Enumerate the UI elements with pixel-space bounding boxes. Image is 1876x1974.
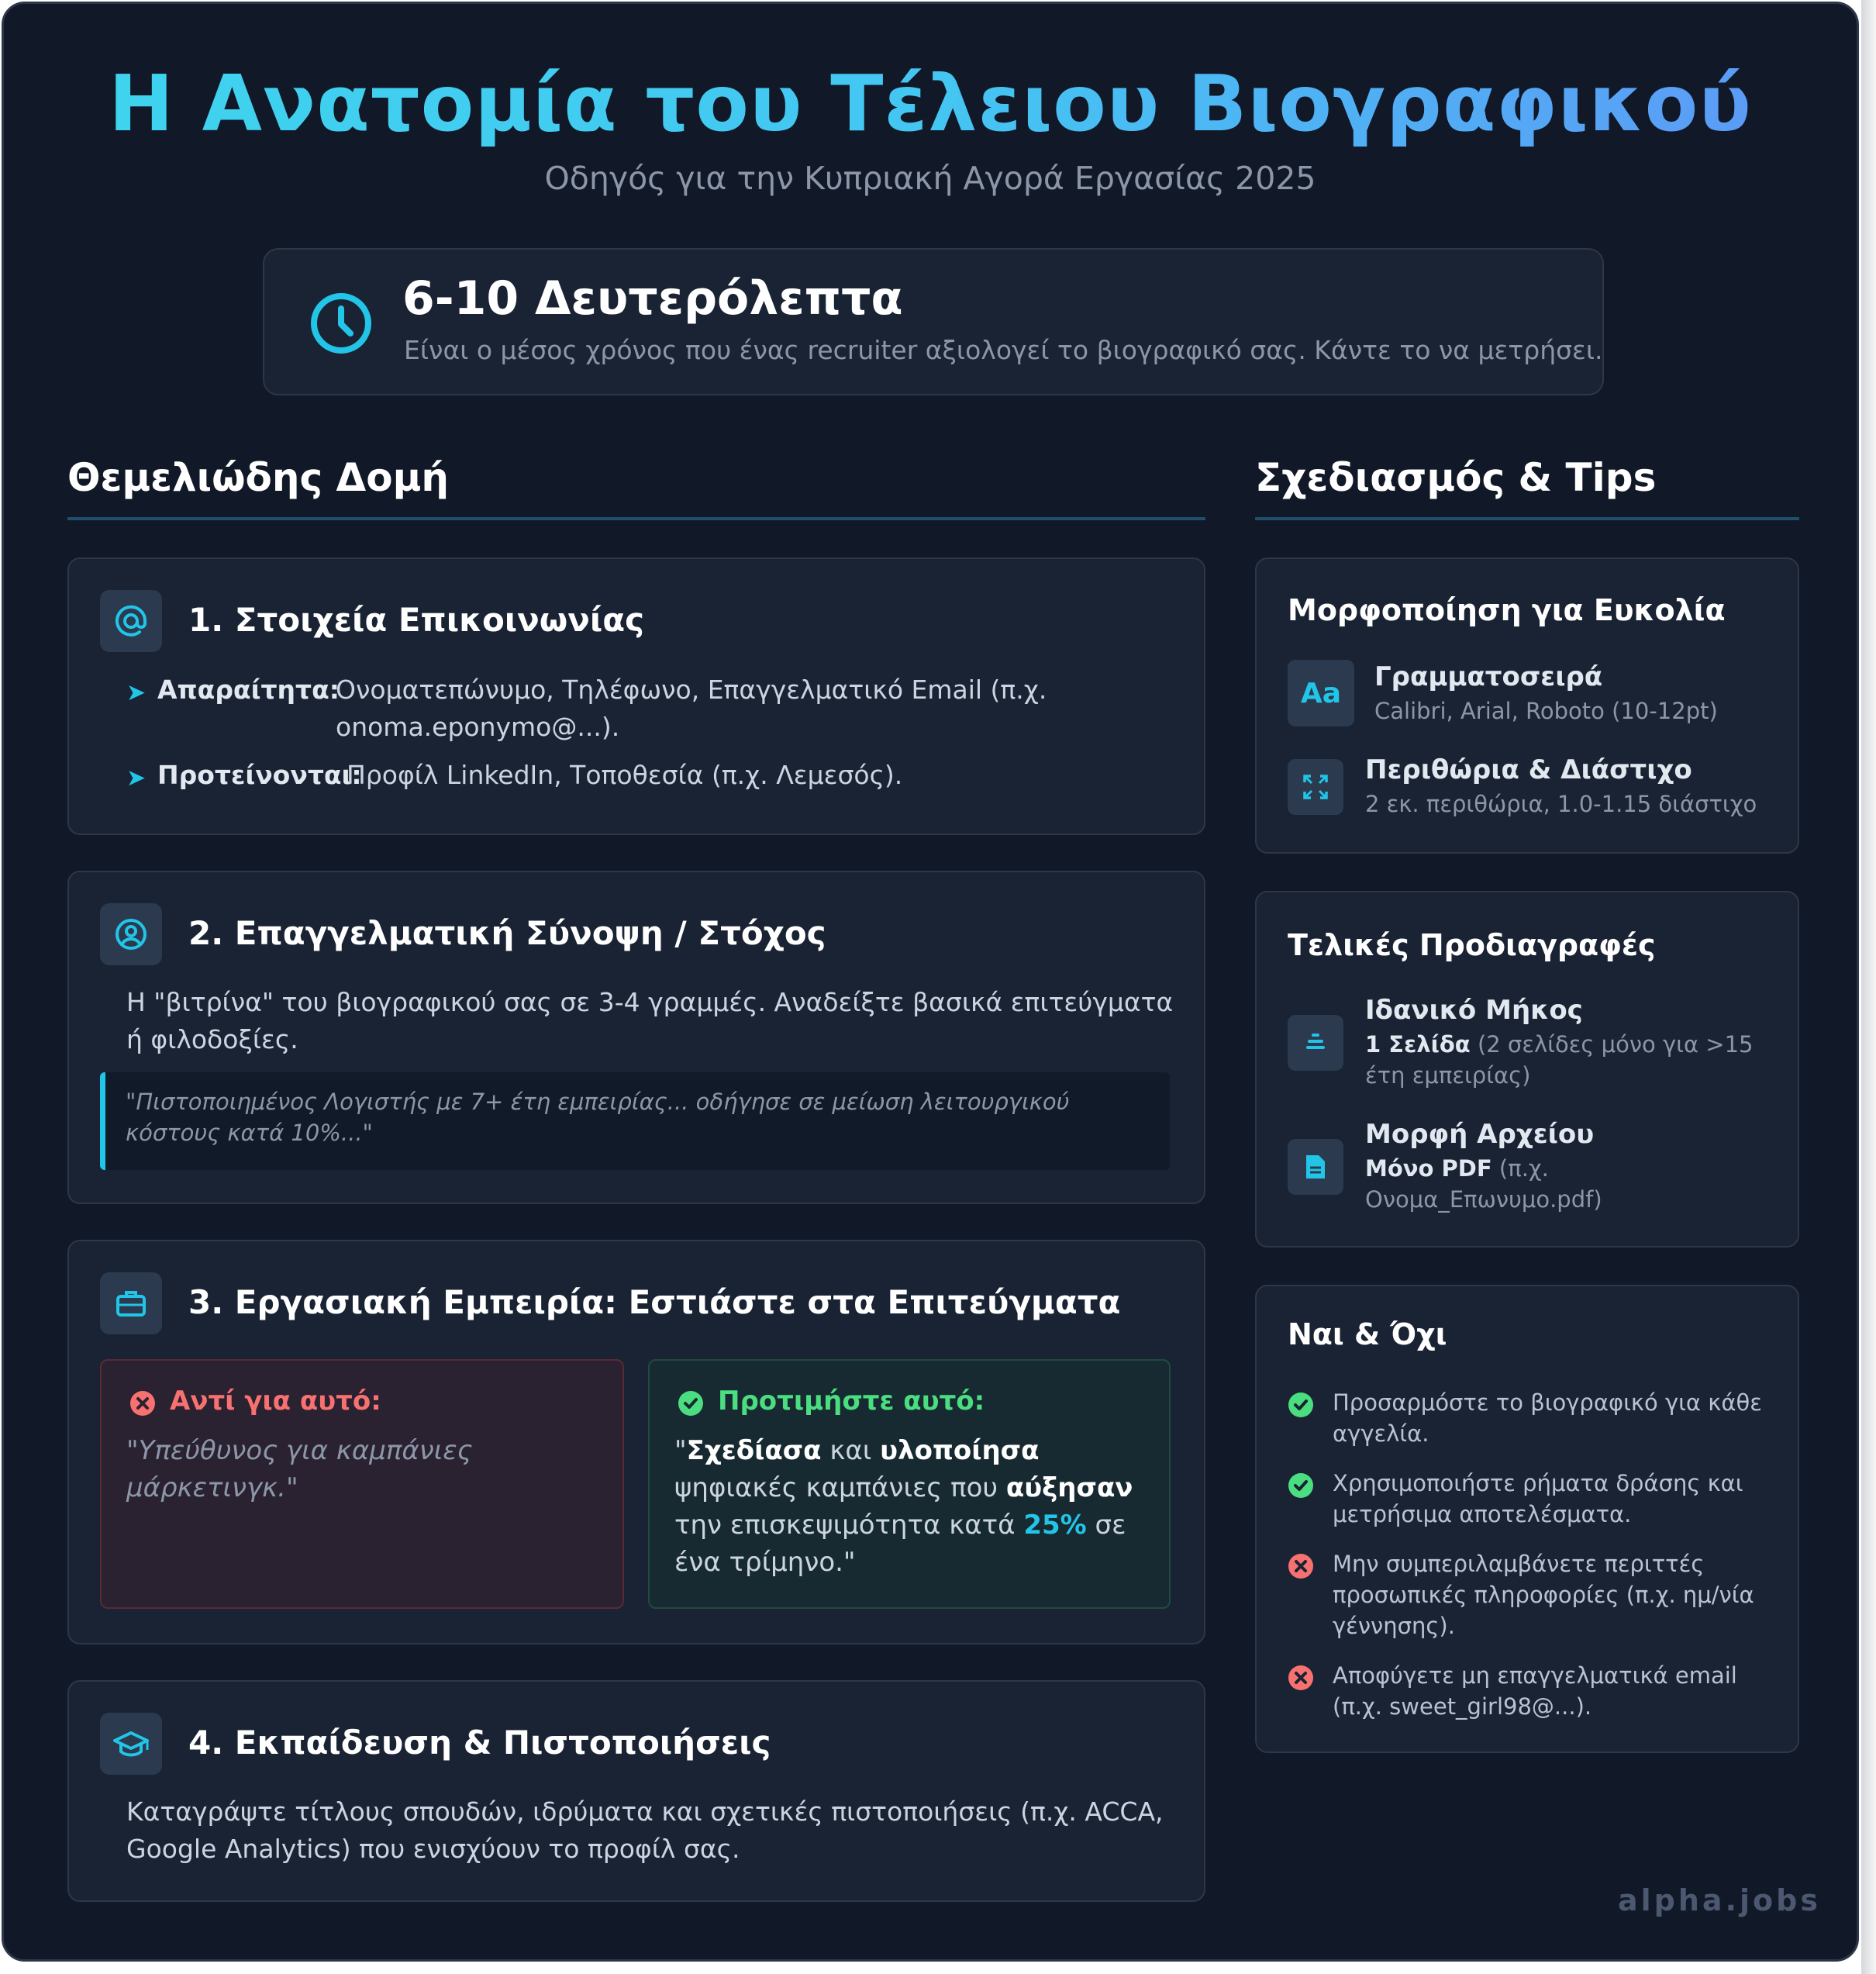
user-circle-icon bbox=[100, 903, 162, 965]
right-heading-rule bbox=[1255, 517, 1799, 520]
bold-verb: Σχεδίασα bbox=[686, 1435, 822, 1466]
text-part: σε ένα τρίμηνο." bbox=[674, 1510, 1126, 1578]
brand-watermark: alpha.jobs bbox=[1618, 1883, 1821, 1917]
highlight-percent: 25% bbox=[1023, 1510, 1087, 1541]
x-circle-icon bbox=[129, 1390, 156, 1417]
document-lines-icon bbox=[1288, 1015, 1343, 1071]
bad-example-label: Αντί για αυτό: bbox=[170, 1386, 381, 1417]
formatting-card bbox=[1255, 557, 1799, 854]
length-item-sub bbox=[1365, 1029, 1768, 1091]
right-column-heading: Σχεδιασμός & Tips bbox=[1255, 455, 1657, 500]
summary-text: Η "βιτρίνα" του βιογραφικού σας σε 3-4 γραμμές. Αναδείξτε βασικά επιτεύγματα ή φιλοδοξίες. bbox=[126, 987, 1174, 1054]
clock-icon bbox=[308, 290, 374, 357]
graduation-cap-icon bbox=[100, 1713, 162, 1775]
length-rest: (2 σελίδες μόνο για >15 έτη εμπειρίας) bbox=[1365, 1031, 1754, 1089]
education-card-title: 4. Εκπαίδευση & Πιστοποιήσεις bbox=[188, 1724, 771, 1762]
bad-example-text: "Υπεύθυνος για καμπάνιες μάρκετινγκ." bbox=[126, 1435, 473, 1503]
x-circle-icon bbox=[1288, 1553, 1314, 1579]
text-part: " bbox=[674, 1435, 687, 1466]
page-title: Η Ανατομία του Τέλειου Βιογραφικού bbox=[109, 58, 1752, 149]
formatting-card-title: Μορφοποίηση για Ευκολία bbox=[1288, 593, 1726, 627]
dos-donts-card bbox=[1255, 1285, 1799, 1753]
education-card bbox=[67, 1680, 1205, 1902]
font-item-title: Γραμματοσειρά bbox=[1374, 661, 1603, 692]
x-circle-icon bbox=[1288, 1665, 1314, 1691]
file-icon bbox=[1288, 1139, 1343, 1195]
specs-card bbox=[1255, 891, 1799, 1248]
infographic-frame bbox=[2, 2, 1859, 1962]
arrow-right-icon: ➤ bbox=[126, 679, 147, 706]
hero-stat-card bbox=[263, 248, 1604, 395]
margins-item-sub: 2 εκ. περιθώρια, 1.0-1.15 διάστιχο bbox=[1365, 791, 1757, 817]
summary-card-title: 2. Επαγγελματική Σύνοψη / Στόχος bbox=[188, 914, 826, 952]
font-icon-text: Aa bbox=[1300, 677, 1342, 709]
bold-verb: αύξησαν bbox=[1005, 1472, 1133, 1503]
suggested-label: Προτείνονται: bbox=[157, 760, 362, 790]
margins-item-title: Περιθώρια & Διάστιχο bbox=[1365, 754, 1692, 785]
expand-icon bbox=[1288, 759, 1343, 815]
format-rest: (π.χ. Ονομα_Επωνυμο.pdf) bbox=[1365, 1155, 1602, 1213]
bad-example-box bbox=[100, 1359, 624, 1609]
check-circle-icon bbox=[1288, 1472, 1314, 1499]
hero-description: Είναι ο μέσος χρόνος που ένας recruiter αξιολογεί το βιογραφικό σας. Κάντε το να μετρήσει. bbox=[404, 335, 1603, 365]
left-heading-rule bbox=[67, 517, 1205, 520]
experience-card bbox=[67, 1240, 1205, 1644]
dos-donts-title: Ναι & Όχι bbox=[1288, 1317, 1447, 1351]
required-value-line1: Ονοματεπώνυμο, Τηλέφωνο, Επαγγελματικό Email (π.χ. bbox=[336, 675, 1047, 705]
summary-example-quote: "Πιστοποιημένος Λογιστής με 7+ έτη εμπειρίας... οδήγησε σε μείωση λειτουργικού κόστους κατά 10%..." bbox=[100, 1072, 1170, 1170]
length-item-title: Ιδανικό Μήκος bbox=[1365, 995, 1583, 1026]
contact-suggested-item bbox=[126, 758, 1181, 796]
text-part: ψηφιακές καμπάνιες που bbox=[674, 1472, 1006, 1503]
dont-item-text: Μην συμπεριλαμβάνετε περιττές προσωπικές πληροφορίες (π.χ. ημ/νία γέννησης). bbox=[1333, 1551, 1754, 1639]
education-text: Καταγράψτε τίτλους σπουδών, ιδρύματα και σχετικές πιστοποιήσεις (π.χ. ACCA, Google Analytics) που ενισχύουν το προφίλ σας. bbox=[126, 1796, 1164, 1864]
at-icon bbox=[100, 590, 162, 652]
font-item-sub: Calibri, Arial, Roboto (10-12pt) bbox=[1374, 698, 1718, 724]
font-icon bbox=[1288, 660, 1354, 726]
required-label: Απαραίτητα: bbox=[157, 675, 340, 705]
good-example-box bbox=[648, 1359, 1171, 1609]
length-bold: 1 Σελίδα bbox=[1365, 1031, 1471, 1058]
good-example-label: Προτιμήστε αυτό: bbox=[718, 1386, 985, 1417]
format-bold: Μόνο PDF bbox=[1365, 1155, 1492, 1182]
specs-card-title: Τελικές Προδιαγραφές bbox=[1288, 928, 1656, 962]
good-example-text bbox=[674, 1432, 1155, 1581]
required-value-line2: onoma.eponymo@...). bbox=[336, 712, 620, 742]
text-part: και bbox=[821, 1435, 881, 1466]
page-edge-shadow bbox=[1861, 0, 1876, 1974]
dont-item-text: Αποφύγετε μη επαγγελματικά email (π.χ. sweet_girl98@...). bbox=[1333, 1662, 1737, 1720]
format-item-title: Μορφή Αρχείου bbox=[1365, 1119, 1595, 1150]
contact-card bbox=[67, 557, 1205, 835]
arrow-right-icon: ➤ bbox=[126, 764, 147, 792]
bold-verb: υλοποίησα bbox=[880, 1435, 1040, 1466]
page-subtitle: Οδηγός για την Κυπριακή Αγορά Εργασίας 2025 bbox=[544, 160, 1316, 197]
text-part: την επισκεψιμότητα κατά bbox=[674, 1510, 1024, 1541]
check-circle-icon bbox=[1288, 1392, 1314, 1418]
summary-card bbox=[67, 871, 1205, 1204]
do-item-text: Χρησιμοποιήστε ρήματα δράσης και μετρήσιμα αποτελέσματα. bbox=[1333, 1470, 1743, 1527]
contact-required-item bbox=[126, 672, 1181, 750]
format-item-sub bbox=[1365, 1153, 1613, 1215]
suggested-value: Προφίλ LinkedIn, Τοποθεσία (π.χ. Λεμεσός). bbox=[347, 760, 903, 790]
contact-card-title: 1. Στοιχεία Επικοινωνίας bbox=[188, 601, 644, 639]
left-column-heading: Θεμελιώδης Δομή bbox=[67, 455, 449, 500]
do-item-text: Προσαρμόστε το βιογραφικό για κάθε αγγελία. bbox=[1333, 1389, 1762, 1447]
briefcase-icon bbox=[100, 1272, 162, 1334]
header bbox=[4, 58, 1857, 197]
hero-title: 6-10 Δευτερόλεπτα bbox=[402, 271, 903, 326]
check-circle-icon bbox=[678, 1390, 704, 1417]
experience-card-title: 3. Εργασιακή Εμπειρία: Εστιάστε στα Επιτεύγματα bbox=[188, 1283, 1121, 1321]
